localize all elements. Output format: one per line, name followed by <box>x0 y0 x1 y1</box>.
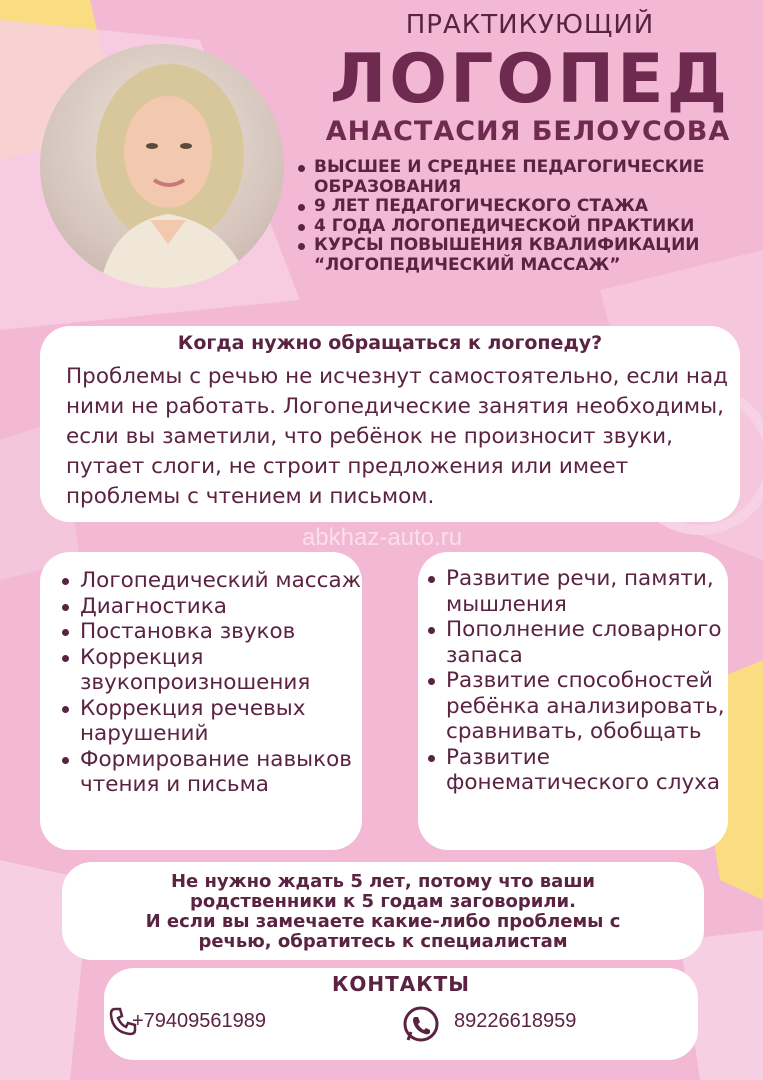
service-item: Пополнение словарного запаса <box>422 617 728 668</box>
services-list-right <box>422 566 728 796</box>
qualifications-list <box>296 158 756 275</box>
question-title: Когда нужно обращаться к логопеду? <box>177 332 603 354</box>
service-item: Логопедический массаж <box>56 568 362 594</box>
contacts-title: КОНТАКТЫ <box>332 972 470 996</box>
service-item: Формирование навыков чтения и письма <box>56 747 362 798</box>
whatsapp-number[interactable]: 89226618959 <box>454 1010 577 1032</box>
service-item: Коррекция речевых нарушений <box>56 696 362 747</box>
qualification-item: ВЫСШЕЕ И СРЕДНЕЕ ПЕДАГОГИЧЕСКИЕ ОБРАЗОВАНИЯ <box>296 158 756 197</box>
qualification-item: 4 ГОДА ЛОГОПЕДИЧЕСКОЙ ПРАКТИКИ <box>296 217 756 237</box>
phone-number[interactable]: +79409561989 <box>132 1010 267 1032</box>
header-subtitle: ПРАКТИКУЮЩИЙ <box>405 10 655 40</box>
contacts-card <box>104 968 698 1060</box>
note-line: И если вы замечаете какие-либо проблемы с <box>145 911 621 932</box>
service-item: Постановка звуков <box>56 619 362 645</box>
service-item: Коррекция звукопроизношения <box>56 645 362 696</box>
question-text: Проблемы с речью не исчезнут самостоятельно, если над ними не работать. Логопедические занятия необходимы, если вы заметили, что ребёнок не произносит звуки, путает слоги, не строит предложения или имеет проблемы с чтением и письмом. <box>66 364 729 509</box>
watermark: abkhaz-auto.ru <box>301 524 463 551</box>
qualification-item: КУРСЫ ПОВЫШЕНИЯ КВАЛИФИКАЦИИ “ЛОГОПЕДИЧЕСКИЙ МАССАЖ” <box>296 236 756 275</box>
service-item: Развитие речи, памяти, мышления <box>422 566 728 617</box>
specialist-name: АНАСТАСИЯ БЕЛОУСОВА <box>325 116 731 147</box>
note-card <box>62 862 704 960</box>
question-card <box>40 326 740 522</box>
service-item: Развитие фонематического слуха <box>422 745 728 796</box>
service-item: Развитие способностей ребёнка анализировать, сравнивать, обобщать <box>422 668 728 745</box>
portrait-illustration <box>40 44 284 288</box>
qualification-item: 9 ЛЕТ ПЕДАГОГИЧЕСКОГО СТАЖА <box>296 197 756 217</box>
services-card-left <box>40 552 362 850</box>
note-text <box>62 872 704 952</box>
note-line: Не нужно ждать 5 лет, потому что ваши <box>170 871 596 892</box>
service-item: Диагностика <box>56 594 362 620</box>
note-line: речью, обратитесь к специалистам <box>198 931 568 952</box>
whatsapp-icon <box>400 1004 442 1046</box>
services-card-right <box>418 552 728 850</box>
profile-photo <box>40 44 284 288</box>
header-title: ЛОГОПЕД <box>329 40 731 119</box>
services-list-left <box>56 568 362 798</box>
note-line: родственники к 5 годам заговорили. <box>189 891 577 912</box>
